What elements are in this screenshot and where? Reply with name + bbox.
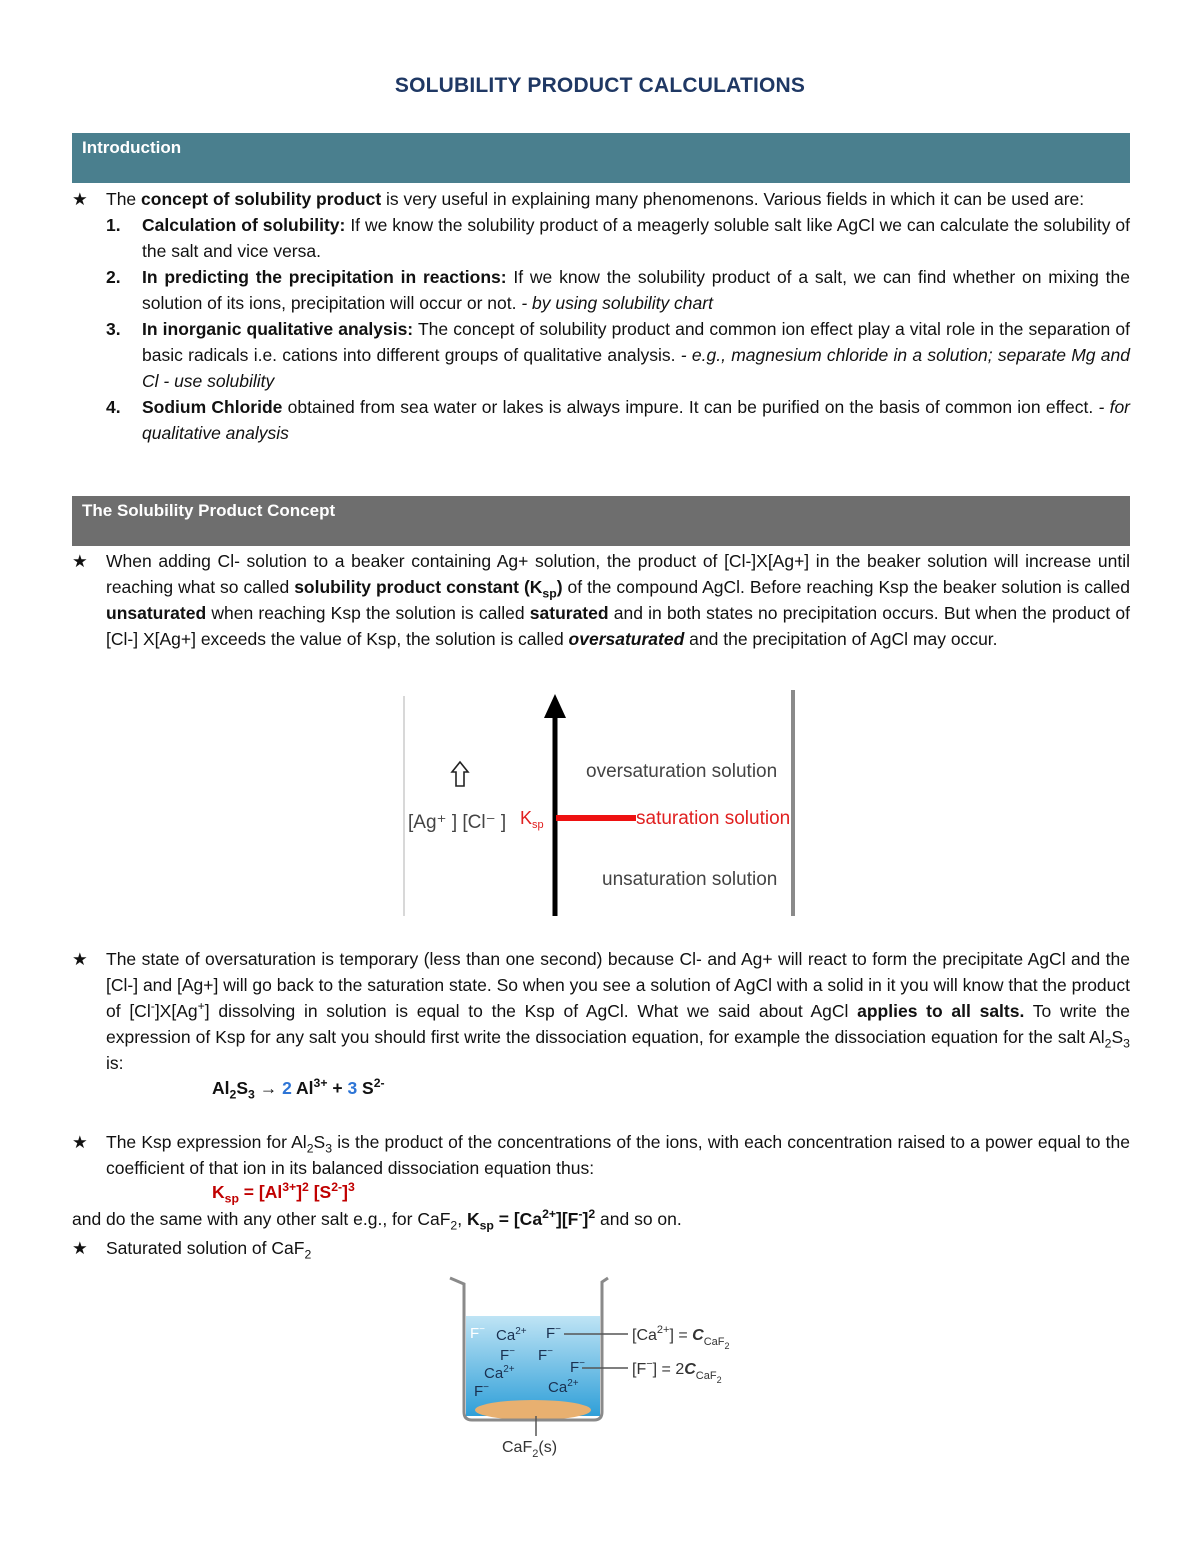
solid-precipitate (475, 1400, 591, 1420)
star-bullet-icon: ★ (72, 1238, 88, 1258)
list-item: 2. In predicting the precipitation in reactions: If we know the solubility product of a salt, we can find whether on mixing the solution of its ions, precipitation will occur or not. - by using solubility chart (106, 264, 1130, 316)
section-heading-solubility-product-concept: The Solubility Product Concept (72, 496, 1130, 546)
axis-label: [Ag⁺ ] [Cl⁻ ] (408, 812, 507, 833)
up-arrow-icon (452, 762, 468, 786)
saturation-label: saturation solution (636, 808, 791, 829)
star-bullet-icon: ★ (72, 189, 88, 209)
intro-section-body (72, 186, 1130, 446)
list-number: 4. (106, 397, 121, 417)
arrow-head-icon (544, 694, 566, 718)
list-item: 4. Sodium Chloride obtained from sea water or lakes is always impure. It can be purified on the basis of common ion effect. - for qualitative analysis (106, 394, 1130, 446)
calcium-concentration-label: $[Ca^{2+}] = C_{CaF2}$ (632, 1324, 730, 1351)
ion-f: F− (570, 1358, 586, 1376)
page-title: SOLUBILITY PRODUCT CALCULATIONS (394, 74, 806, 97)
oversaturation-label: oversaturation solution (586, 761, 778, 782)
star-bullet-icon: ★ (72, 1132, 88, 1152)
ion-ca: $Ca^{2+}$ (548, 1378, 579, 1396)
concept-paragraph-4: and do the same with any other salt e.g., for CaF$_2$, $K_{sp} = [Ca^{2+}][F^-]^2$ and so on. (72, 1207, 682, 1233)
fluoride-concentration-label: $[F^-] = 2C_{CaF2}$ (632, 1358, 722, 1385)
intro-paragraph: The concept of solubility product is very useful in explaining many phenomenons. Various fields in which it can be used are: (106, 189, 1085, 209)
ion-f: F− (500, 1346, 516, 1364)
list-number: 1. (106, 215, 121, 235)
ksp-expression: $K_{sp} = [Al^{3+}]^2$ $[S^{2-}]^3$ (212, 1180, 355, 1206)
ion-ca: $Ca^{2+}$ (496, 1326, 527, 1344)
concept-paragraph-1: ★ When adding Cl- solution to a beaker containing Ag+ solution, the product of [Cl-]X[Ag+] in the beaker solution will increase until reaching what so called solubility product constant $(K_{sp})$ of the compound AgCl. Before reaching Ksp the beaker solution is called unsaturated when reaching Ksp the solution is called saturated and in both states no precipitation occurs. But when the product of [Cl-] X[Ag+] exceeds the value of Ksp, the solution is called oversaturated and the precipitation of AgCl may occur. (72, 548, 1130, 652)
ion-f: F− (474, 1382, 490, 1400)
list-item: 1. Calculation of solubility: If we know the solubility product of a meagerly soluble salt like AgCl we can calculate the solubility of the salt and vice versa. (106, 212, 1130, 264)
section-heading-introduction: Introduction (72, 133, 1130, 183)
list-number: 2. (106, 267, 121, 287)
dissociation-equation: $Al_2S_3 \to 2$ $Al^{3+} + 3$ $S^{2-}$ (212, 1076, 385, 1102)
list-number: 3. (106, 319, 121, 339)
solid-label: CaF$_2$(s) (502, 1439, 558, 1460)
list-item: 3. In inorganic qualitative analysis: The concept of solubility product and common ion effect play a vital role in the separation of basic radicals i.e. cations into different groups of qualitative analysis. - e.g., magnesium chloride in a solution; separate Mg and Cl - use solubility (106, 316, 1130, 394)
ion-f: F− (538, 1346, 554, 1364)
concept-paragraph-2: ★ The state of oversaturation is temporary (less than one second) because Cl- and Ag+ will react to form the precipitate AgCl and the [Cl-] and [Ag+] will go back to the saturation state. So when you see a solution of AgCl with a solid in it you will know that the product of [Cl-]X[Ag+] dissolving in solution is equal to the Ksp of AgCl. What we said about AgCl applies to all salts. To write the expression of Ksp for any salt you should first write the dissociation equation, for example the dissociation equation for the salt $Al_2S_3$ is: (72, 946, 1130, 1076)
concept-paragraph-5: ★ Saturated solution of CaF$_2$ (72, 1235, 1130, 1261)
ksp-label: $K_{sp}$ (520, 808, 544, 831)
unsaturation-label: unsaturation solution (602, 869, 778, 890)
star-bullet-icon: ★ (72, 949, 88, 969)
ion-f: F− (470, 1324, 486, 1342)
ion-ca: $Ca^{2+}$ (484, 1364, 515, 1382)
ion-f: F− (546, 1324, 562, 1342)
concept-paragraph-3: ★ The Ksp expression for $Al_2S_3$ is the product of the concentrations of the ions, with each concentration raised to a power equal to the coefficient of that ion in its balanced dissociation equation thus: (72, 1129, 1130, 1181)
star-bullet-icon: ★ (72, 551, 88, 571)
saturation-diagram (400, 688, 800, 920)
beaker-diagram (440, 1268, 780, 1468)
